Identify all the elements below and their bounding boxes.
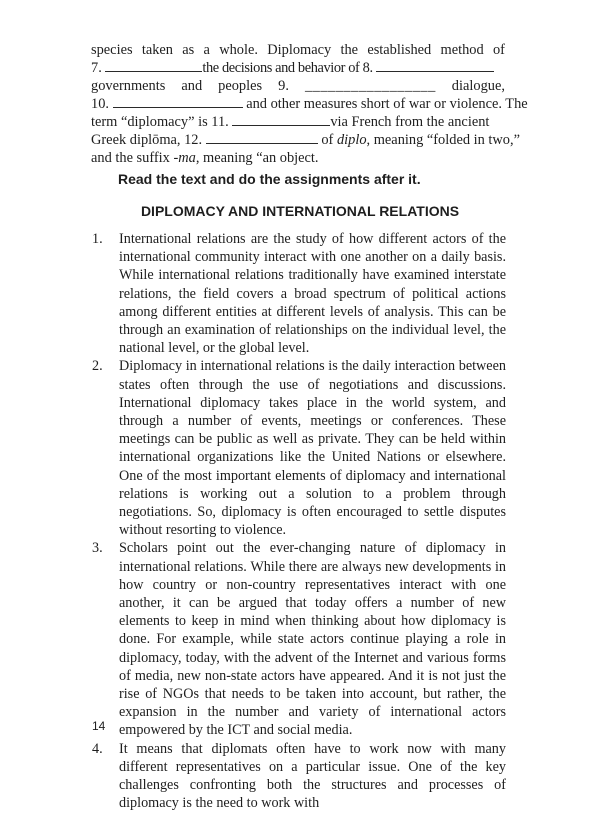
exercise-text-span: and the suffix - bbox=[91, 150, 179, 166]
gap-number: 10. bbox=[91, 96, 109, 112]
word: taken bbox=[141, 42, 173, 58]
paragraph-text: Diplomacy in international relations is the daily interaction between states often through the use of negotiations and discussions. International diplomacy takes place in the world system, and through a number of events, meetings or conferences. These meetings can be public as well as private. They can be held within international organizations like the United Nations or elsewhere. One of the most important elements of diplomacy and international relations is working out a solution to a problem through negotiations. So, diplomacy is often encouraged to settle disputes without resorting to violence. bbox=[119, 358, 506, 539]
exercise-text-span: via French from the ancient bbox=[330, 114, 490, 130]
exercise-line-1 bbox=[91, 41, 505, 59]
word: as bbox=[182, 42, 195, 58]
exercise-text-span: and other measures short of war or violence. The bbox=[246, 96, 528, 112]
page-number: 14 bbox=[92, 719, 106, 733]
paragraph-number: 4. bbox=[92, 740, 103, 757]
exercise-text-span: of bbox=[321, 132, 334, 148]
list-item bbox=[92, 539, 506, 739]
italic-term: diplo bbox=[336, 132, 367, 148]
exercise-line-5 bbox=[91, 113, 505, 131]
word: species bbox=[91, 42, 133, 58]
exercise-line-2 bbox=[91, 59, 505, 77]
word: and bbox=[181, 78, 203, 94]
italic-term: ma bbox=[178, 150, 196, 166]
exercise-text-span: , meaning “an object. bbox=[195, 150, 319, 166]
word: peoples bbox=[218, 78, 263, 94]
word: a bbox=[203, 42, 210, 58]
exercise-text-span: the decisions and behavior of 8. bbox=[202, 60, 373, 76]
answer-blank-9[interactable]: _________________ bbox=[304, 78, 436, 94]
instruction: Read the text and do the assignments after it. bbox=[118, 171, 421, 187]
exercise-line-6 bbox=[91, 131, 520, 149]
word: the bbox=[340, 42, 359, 58]
paragraph-text: Scholars point out the ever-changing nature of diplomacy in international relations. While there are always new developments in how country or non-country representatives interact with one another, it can be argued that today offers a number of new elements to keep in mind when thinking about how diplomacy is done. For example, while state actors continue playing a role in diplomacy, today, with the advent of the Internet and various forms of media, new non-state actors have appeared. And it is not just the rise of NGOs that needs to be taken into account, but rather, the expansion in the number and variety of international actors empowered by the ICT and social media. bbox=[119, 540, 506, 739]
word: established bbox=[367, 42, 432, 58]
paragraph-number: 3. bbox=[92, 540, 103, 557]
exercise-line-4 bbox=[91, 95, 528, 113]
word: 9. bbox=[278, 78, 289, 94]
exercise-line-7 bbox=[91, 149, 505, 167]
list-item bbox=[92, 740, 506, 813]
paragraph-list bbox=[92, 230, 506, 813]
exercise-line-3 bbox=[91, 77, 505, 95]
exercise-text-span: , meaning “folded in two,” bbox=[366, 132, 520, 148]
section-title: DIPLOMACY AND INTERNATIONAL RELATIONS bbox=[140, 203, 460, 219]
gap-number: 7. bbox=[91, 60, 102, 76]
paragraph-text: International relations are the study of how different actors of the international community interact with one another on a daily basis. While international relations traditionally have examined interstate relations, the field covers a broad spectrum of political actions among different entities at different levels of analysis. This can be through an examination of relationships on the individual level, the national level, or the global level. bbox=[119, 231, 506, 357]
word: of bbox=[492, 42, 505, 58]
paragraph-text: It means that diplomats often have to work now with many different representatives on a particular issue. One of the key challenges confronting both the structures and processes of diplomacy is the need to work with bbox=[119, 740, 506, 812]
answer-blank-7[interactable] bbox=[105, 59, 202, 72]
word: governments bbox=[91, 78, 166, 94]
paragraph-number: 2. bbox=[92, 358, 103, 375]
word: dialogue, bbox=[451, 78, 505, 94]
exercise-text-span: term “diplomacy” is 11. bbox=[91, 114, 229, 130]
word: whole. bbox=[219, 42, 258, 58]
exercise-text-span: Greek diplōma, 12. bbox=[91, 132, 203, 148]
answer-blank-10[interactable] bbox=[113, 95, 243, 108]
answer-blank-12[interactable] bbox=[206, 131, 318, 144]
word: method bbox=[440, 42, 484, 58]
answer-blank-11[interactable] bbox=[232, 113, 330, 126]
word: Diplomacy bbox=[267, 42, 332, 58]
exercise-text bbox=[91, 41, 528, 167]
list-item bbox=[92, 357, 506, 539]
paragraph-number: 1. bbox=[92, 231, 103, 247]
list-item bbox=[92, 230, 506, 357]
answer-blank-8[interactable] bbox=[376, 59, 494, 72]
